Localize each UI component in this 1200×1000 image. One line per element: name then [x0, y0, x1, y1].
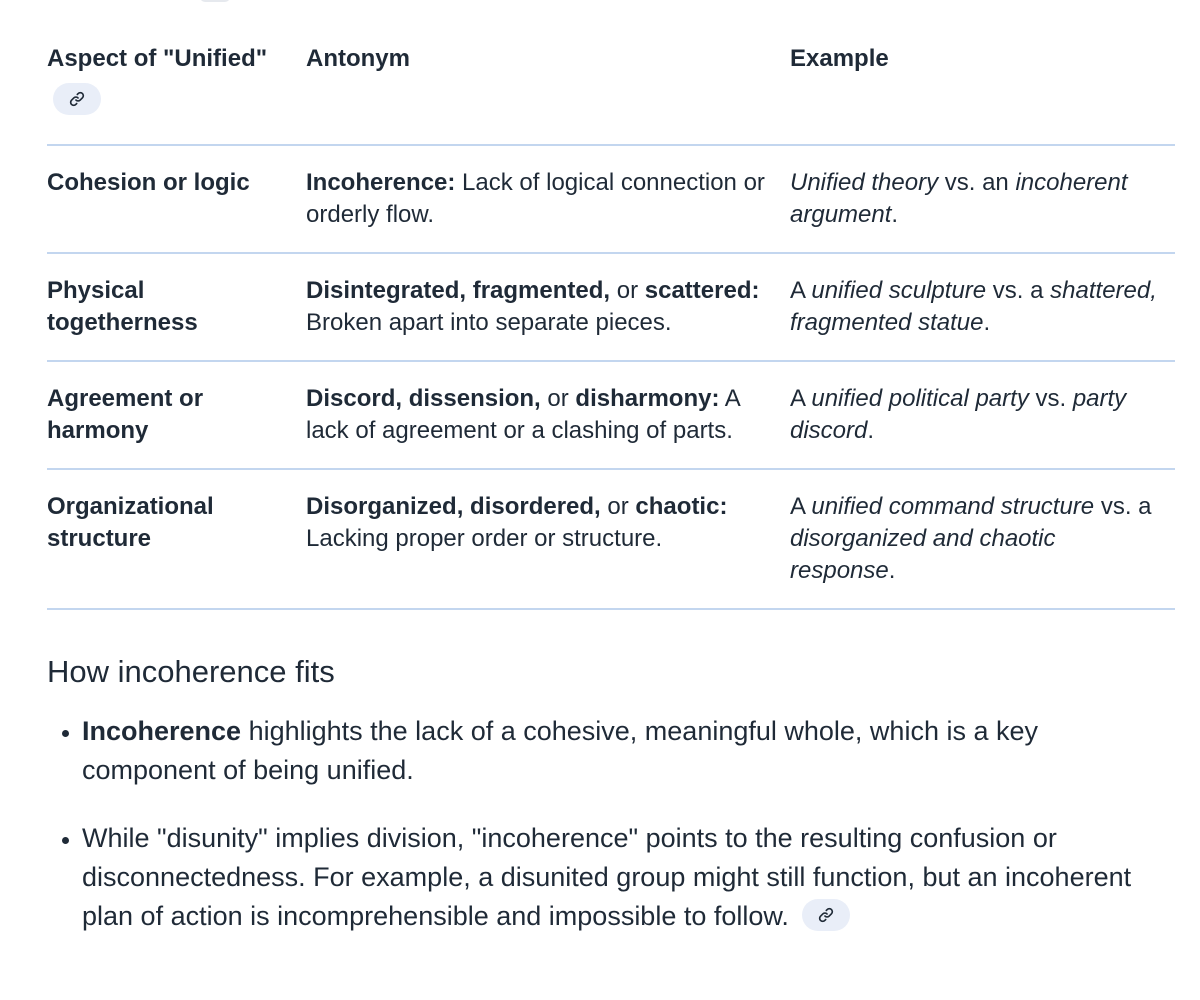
bullet-text: highlights the lack of a cohesive, meaningful whole, which is a key component of being unified.	[82, 716, 1038, 785]
example-phrase: disorganized and chaotic response	[790, 525, 1056, 584]
antonym-term: disharmony:	[575, 385, 720, 412]
response-content	[47, 0, 1175, 965]
example-phrase: unified sculpture	[811, 277, 987, 304]
example-text: vs. a	[1094, 493, 1152, 520]
example-cell	[790, 145, 1175, 253]
aspect-cell: Agreement or harmony	[47, 361, 306, 469]
source-link-chip[interactable]	[802, 899, 850, 931]
antonym-connector: or	[540, 385, 576, 412]
table-row	[47, 361, 1175, 469]
example-text: .	[891, 201, 899, 228]
antonym-cell	[306, 253, 790, 361]
antonym-term: Disintegrated, fragmented,	[306, 277, 611, 304]
example-phrase: shattered, fragmented statue	[790, 277, 1157, 336]
antonym-definition: Lack of logical connection or orderly flow.	[306, 169, 765, 228]
section-heading: How incoherence fits	[47, 654, 335, 689]
example-cell	[790, 253, 1175, 361]
example-text: .	[983, 309, 991, 336]
bullet-text: While "disunity" implies division, "incoherence" points to the resulting confusion or disconnectedness. For example, a disunited group might still function, but an incoherent plan of action is incomprehensible and impossible to follow.	[82, 823, 1132, 931]
antonym-term: Incoherence:	[306, 169, 456, 196]
link-icon	[817, 906, 835, 924]
table-row	[47, 469, 1175, 609]
antonym-definition: Lacking proper order or structure.	[306, 525, 663, 552]
antonym-definition: A lack of agreement or a clashing of parts.	[306, 385, 740, 444]
antonym-connector: or	[600, 493, 636, 520]
list-item	[82, 819, 1175, 936]
example-text: A	[790, 493, 812, 520]
antonym-cell	[306, 145, 790, 253]
link-icon	[68, 90, 86, 108]
list-item	[82, 712, 1175, 790]
example-phrase: party discord	[790, 385, 1127, 444]
aspect-cell: Cohesion or logic	[47, 145, 306, 253]
example-text: vs. an	[938, 169, 1016, 196]
example-text: A	[790, 277, 812, 304]
bullet-bold-term: Incoherence	[82, 716, 242, 746]
example-phrase: unified political party	[811, 385, 1029, 412]
aspect-cell: Organizational structure	[47, 469, 306, 609]
antonyms-table	[47, 34, 1175, 610]
example-cell	[790, 469, 1175, 609]
table-header-row	[47, 34, 1175, 145]
bullet-list	[47, 712, 1175, 936]
source-link-chip[interactable]	[53, 83, 101, 115]
antonym-definition: Broken apart into separate pieces.	[306, 309, 672, 336]
example-text: .	[867, 417, 875, 444]
header-antonym: Antonym	[306, 45, 410, 72]
example-text: vs.	[1028, 385, 1073, 412]
header-example: Example	[790, 45, 889, 72]
example-cell	[790, 361, 1175, 469]
example-phrase: incoherent argument	[790, 169, 1128, 228]
example-phrase: Unified theory	[790, 169, 939, 196]
antonym-term: scattered:	[644, 277, 760, 304]
antonym-cell	[306, 469, 790, 609]
example-text: .	[888, 557, 896, 584]
antonym-cell	[306, 361, 790, 469]
example-text: vs. a	[986, 277, 1051, 304]
antonym-connector: or	[610, 277, 645, 304]
antonym-term: Discord, dissension,	[306, 385, 541, 412]
antonym-term: Disorganized, disordered,	[306, 493, 601, 520]
table-row	[47, 145, 1175, 253]
antonym-term: chaotic:	[635, 493, 728, 520]
example-phrase: unified command structure	[811, 493, 1095, 520]
header-aspect-label: Aspect of "Unified"	[47, 45, 268, 72]
aspect-cell: Physical togetherness	[47, 253, 306, 361]
header-aspect	[47, 34, 306, 145]
table-row	[47, 253, 1175, 361]
example-text: A	[790, 385, 812, 412]
